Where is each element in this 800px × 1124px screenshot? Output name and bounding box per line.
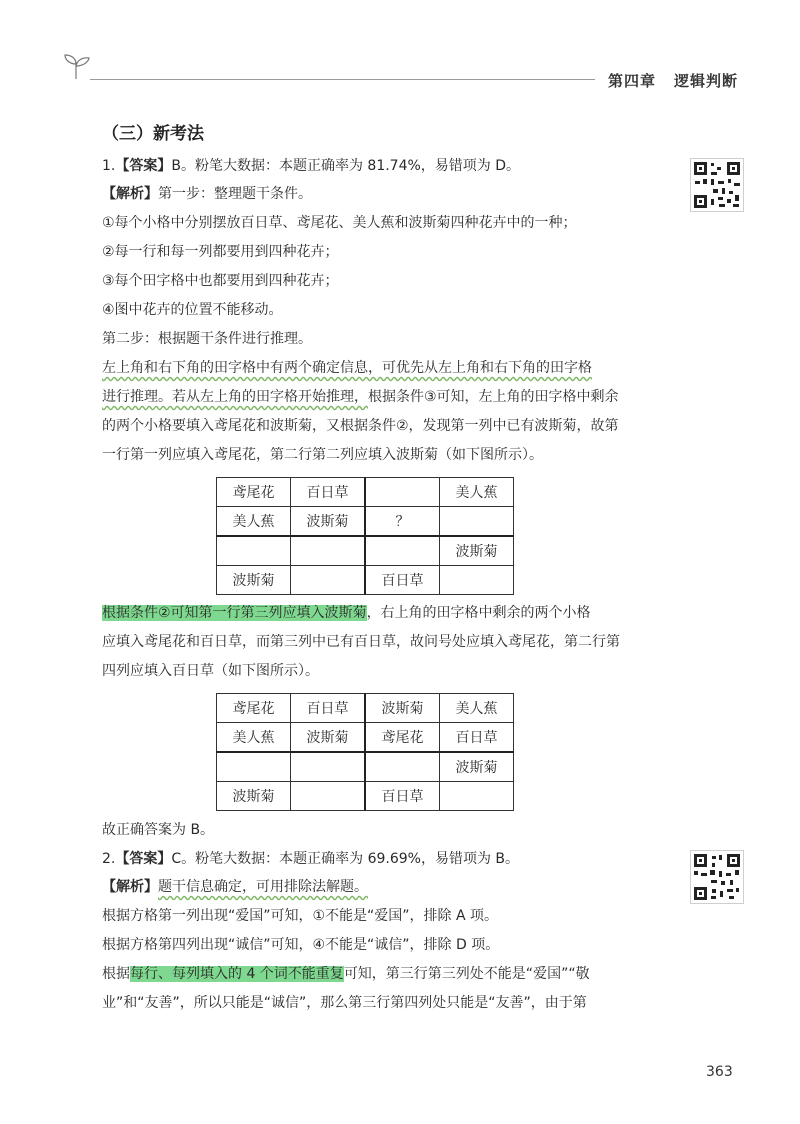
q2-line3-rest: 可知，第三行第三列处不能是“爱国”“敬 [343, 966, 590, 982]
table-cell: 百日草 [365, 566, 440, 595]
table-cell: 波斯菊 [365, 694, 440, 723]
q2-line3-pre: 根据 [102, 966, 130, 982]
table-cell: 波斯菊 [440, 536, 514, 566]
page-number: 363 [706, 1064, 733, 1080]
q2-line3 [102, 964, 672, 984]
header-rule [90, 79, 595, 80]
q1-number: 1. [102, 158, 116, 174]
table-cell: 美人蕉 [440, 478, 514, 507]
q1-para1-underlined-2: 进行推理。若从左上角的田字格开始推理， [102, 389, 368, 405]
q1-condition-4: ④图中花卉的位置不能移动。 [102, 302, 283, 318]
table-row [217, 782, 514, 811]
grid-table-2 [216, 693, 514, 811]
q2-analysis-line [102, 877, 672, 897]
q1-para2-line2: 应填入鸢尾花和百日草，而第三列中已有百日草，故问号处应填入鸢尾花，第二行第 [102, 634, 620, 650]
q1-para1-line1 [102, 358, 672, 378]
table-cell [291, 752, 366, 782]
table-row [217, 507, 514, 537]
q1-answer-line [102, 156, 672, 176]
q2-number: 2. [102, 851, 116, 867]
table-cell: 鸢尾花 [365, 723, 440, 753]
table-row [217, 723, 514, 753]
q1-analysis-tag: 【解析】 [102, 186, 158, 202]
table-cell [217, 752, 291, 782]
q1-condition-3: ③每个田字格中也都要用到四种花卉； [102, 273, 339, 289]
q1-para2-highlight: 根据条件②可知第一行第三列应填入波斯菊 [102, 605, 367, 621]
table-cell: ？ [365, 507, 440, 537]
q1-para1-underlined-1: 左上角和右下角的田字格中有两个确定信息，可优先从左上角和右下角的田字格 [102, 360, 592, 376]
q1-para2-line1 [102, 603, 672, 623]
q1-conclusion: 故正确答案为 B。 [102, 822, 215, 838]
qr-code-icon[interactable] [690, 850, 744, 904]
q2-analysis-tag: 【解析】 [102, 879, 158, 895]
table-cell [440, 507, 514, 537]
table-cell: 百日草 [291, 478, 366, 507]
grid-table-1 [216, 477, 514, 595]
table-row [217, 536, 514, 566]
table-cell: 百日草 [365, 782, 440, 811]
q2-line2: 根据方格第四列出现“诚信”可知，④不能是“诚信”，排除 D 项。 [102, 937, 500, 953]
table-cell: 波斯菊 [217, 566, 291, 595]
table-cell [365, 478, 440, 507]
table-cell: 美人蕉 [440, 694, 514, 723]
table-cell [365, 752, 440, 782]
q2-answer-line [102, 849, 672, 869]
q2-line3-highlight: 每行、每列填入的 4 个词不能重复 [130, 966, 344, 982]
q2-answer-tag: 【答案】 [115, 851, 172, 867]
table-cell: 波斯菊 [217, 782, 291, 811]
q1-condition-2: ②每一行和每一列都要用到四种花卉； [102, 244, 339, 260]
q1-para2-line1-rest: ，右上角的田字格中剩余的两个小格 [366, 605, 591, 621]
q1-step2: 第二步：根据题干条件进行推理。 [102, 331, 312, 347]
table-row [217, 478, 514, 507]
table-row [217, 694, 514, 723]
section-title: （三）新考法 [102, 124, 204, 144]
section-label: 逻辑判断 [674, 72, 739, 90]
table-cell [440, 566, 514, 595]
table-cell: 波斯菊 [440, 752, 514, 782]
q1-para1-line2 [102, 387, 672, 407]
table-cell [217, 536, 291, 566]
table-cell: 鸢尾花 [217, 478, 291, 507]
chapter-header [608, 70, 738, 91]
table-cell: 波斯菊 [291, 507, 366, 537]
table-cell: 鸢尾花 [217, 694, 291, 723]
table-cell [291, 536, 366, 566]
q1-para1-line2-rest: 根据条件③可知，左上角的田字格中剩余 [368, 389, 619, 405]
q2-answer-text: C。粉笔大数据：本题正确率为 69.69%，易错项为 B。 [171, 851, 520, 867]
table-row [217, 752, 514, 782]
q1-para1-line3: 的两个小格要填入鸢尾花和波斯菊，又根据条件②，发现第一列中已有波斯菊，故第 [102, 418, 619, 434]
q1-para1-line4: 一行第一列应填入鸢尾花，第二行第二列应填入波斯菊（如下图所示）。 [102, 447, 543, 463]
q2-analysis-text: 题干信息确定，可用排除法解题。 [158, 879, 368, 895]
table-cell: 美人蕉 [217, 507, 291, 537]
table-cell: 百日草 [291, 694, 366, 723]
table-cell [291, 566, 366, 595]
q1-answer-tag: 【答案】 [115, 158, 172, 174]
q1-analysis-line [102, 184, 672, 204]
table-cell: 美人蕉 [217, 723, 291, 753]
qr-code-icon[interactable] [690, 158, 744, 212]
table-cell [291, 782, 366, 811]
q1-answer-text: B。粉笔大数据：本题正确率为 81.74%，易错项为 D。 [171, 158, 521, 174]
chapter-label: 第四章 [608, 72, 657, 90]
q1-para2-line3: 四列应填入百日草（如下图所示）。 [102, 663, 319, 679]
table-cell: 百日草 [440, 723, 514, 753]
q1-analysis-text: 第一步：整理题干条件。 [158, 186, 312, 202]
q2-line1: 根据方格第一列出现“爱国”可知，①不能是“爱国”，排除 A 项。 [102, 908, 499, 924]
q2-line4: 业”和“友善”，所以只能是“诚信”，那么第三行第四列处只能是“友善”，由于第 [102, 995, 587, 1011]
q1-condition-1: ①每个小格中分别摆放百日草、鸢尾花、美人蕉和波斯菊四种花卉中的一种； [102, 215, 577, 231]
table-cell [365, 536, 440, 566]
sprout-logo-icon [62, 52, 92, 80]
table-cell: 波斯菊 [291, 723, 366, 753]
table-row [217, 566, 514, 595]
table-cell [440, 782, 514, 811]
